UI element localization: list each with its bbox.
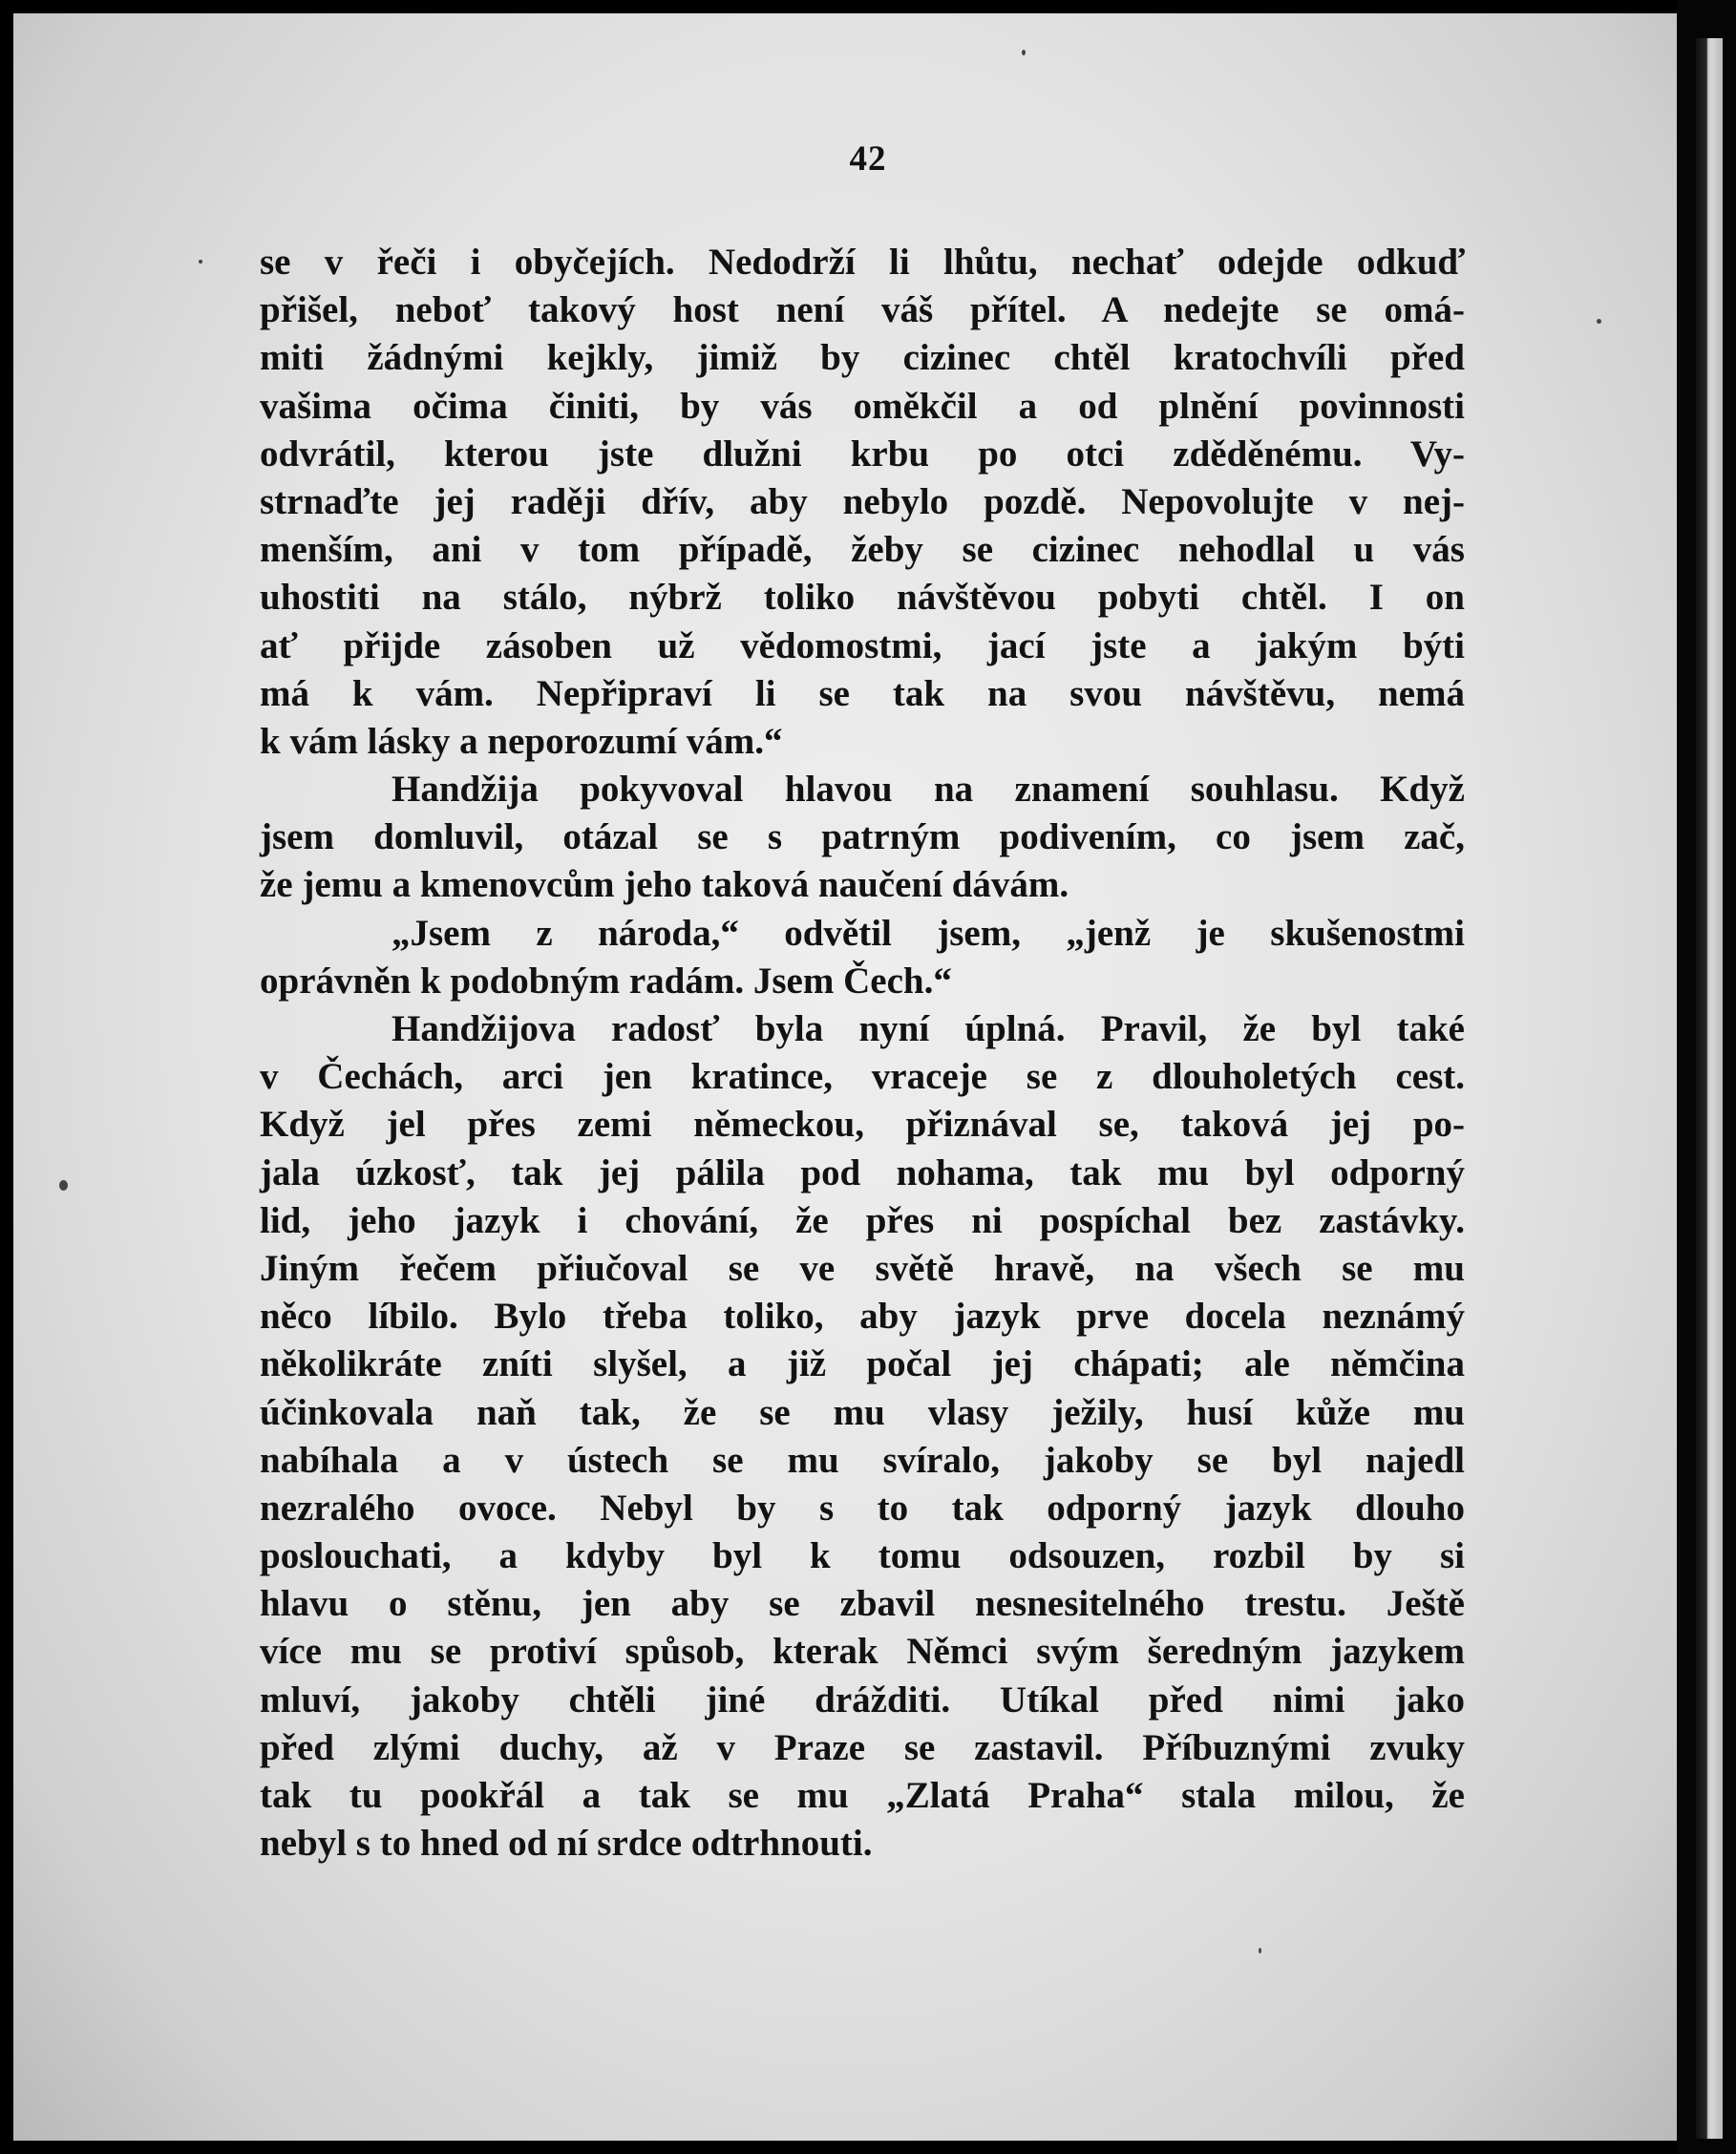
text-line: lid, jeho jazyk i chování, že přes ni pospíchal bez zastávky. (260, 1199, 1465, 1241)
text-line: se v řeči i obyčejích. Nedodrží li lhůtu, nechať odejde odkuď (260, 242, 1465, 283)
scan-speck (1597, 319, 1601, 324)
text-line: „Jsem z národa,“ odvětil jsem, „jenž je skušenostmi (392, 912, 1465, 954)
text-line: Jiným řečem přiučoval se ve světě hravě, na všech se mu (260, 1247, 1465, 1289)
text-line: vašima očima činiti, by vás oměkčil a od plnění povinnosti (260, 385, 1465, 427)
body-text (260, 239, 1465, 1868)
text-line: před zlými duchy, až v Praze se zastavil. Příbuznými zvuky (260, 1726, 1465, 1768)
scan-speck (59, 1180, 68, 1191)
text-line: něco líbilo. Bylo třeba toliko, aby jazyk prve docela neznámý (260, 1296, 1465, 1338)
next-page-edge (1696, 38, 1723, 2139)
text-line: nebyl s to hned od ní srdce odtrhnouti. (260, 1823, 873, 1865)
text-line: ať přijde zásoben už vědomostmi, jací jste a jakým býti (260, 624, 1465, 666)
text-line: nabíhala a v ústech se mu svíralo, jakoby se byl najedl (260, 1439, 1465, 1481)
page-number: 42 (849, 139, 887, 179)
text-line: poslouchati, a kdyby byl k tomu odsouzen, rozbil by si (260, 1535, 1465, 1577)
text-line: odvrátil, kterou jste dlužni krbu po otci zděděnému. Vy- (260, 433, 1465, 475)
text-line: tak tu pookřál a tak se mu „Zlatá Praha“ stala milou, že (260, 1775, 1465, 1816)
text-line: v Čechách, arci jen kratince, vraceje se z dlouholetých cest. (260, 1056, 1465, 1098)
text-line: několikráte zníti slyšel, a již počal jej chápati; ale němčina (260, 1343, 1465, 1385)
text-line: účinkovala naň tak, že se mu vlasy ježily, husí kůže mu (260, 1391, 1465, 1433)
text-line: nezralého ovoce. Nebyl by s to tak odporný jazyk dlouho (260, 1487, 1465, 1529)
text-line: přišel, neboť takový host není váš přítel. A nedejte se omá- (260, 289, 1465, 331)
text-line: má k vám. Nepřipraví li se tak na svou návštěvu, nemá (260, 672, 1465, 714)
scan-speck (199, 260, 202, 264)
text-line: menším, ani v tom případě, žeby se cizinec nehodlal u vás (260, 529, 1465, 571)
text-line: mluví, jakoby chtěli jiné drážditi. Utíkal před nimi jako (260, 1679, 1465, 1721)
text-line: že jemu a kmenovcům jeho taková naučení dávám. (260, 864, 1069, 906)
text-line: hlavu o stěnu, jen aby se zbavil nesnesitelného trestu. Ještě (260, 1583, 1465, 1625)
text-line: uhostiti na stálo, nýbrž toliko návštěvou pobyti chtěl. I on (260, 577, 1465, 619)
text-line: strnaďte jej raději dřív, aby nebylo pozdě. Nepovolujte v nej- (260, 480, 1465, 522)
text-line: k vám lásky a neporozumí vám.“ (260, 720, 783, 762)
text-line: jsem domluvil, otázal se s patrným podivením, co jsem zač, (260, 816, 1465, 858)
scan-speck (1022, 50, 1026, 55)
text-line: jala úzkosť, tak jej pálila pod nohama, tak mu byl odporný (260, 1151, 1465, 1193)
text-line: Když jel přes zemi německou, přiznával se, taková jej po- (260, 1104, 1465, 1146)
text-line: miti žádnými kejkly, jimiž by cizinec chtěl kratochvíli před (260, 337, 1465, 379)
scan-speck (1259, 1948, 1261, 1953)
text-line: Handžijova radosť byla nyní úplná. Pravil, že byl také (392, 1008, 1465, 1049)
text-line: Handžija pokyvoval hlavou na znamení souhlasu. Když (392, 769, 1465, 811)
text-line: více mu se protiví spůsob, kterak Němci svým šeredným jazykem (260, 1631, 1465, 1673)
text-line: oprávněn k podobným radám. Jsem Čech.“ (260, 960, 952, 1002)
